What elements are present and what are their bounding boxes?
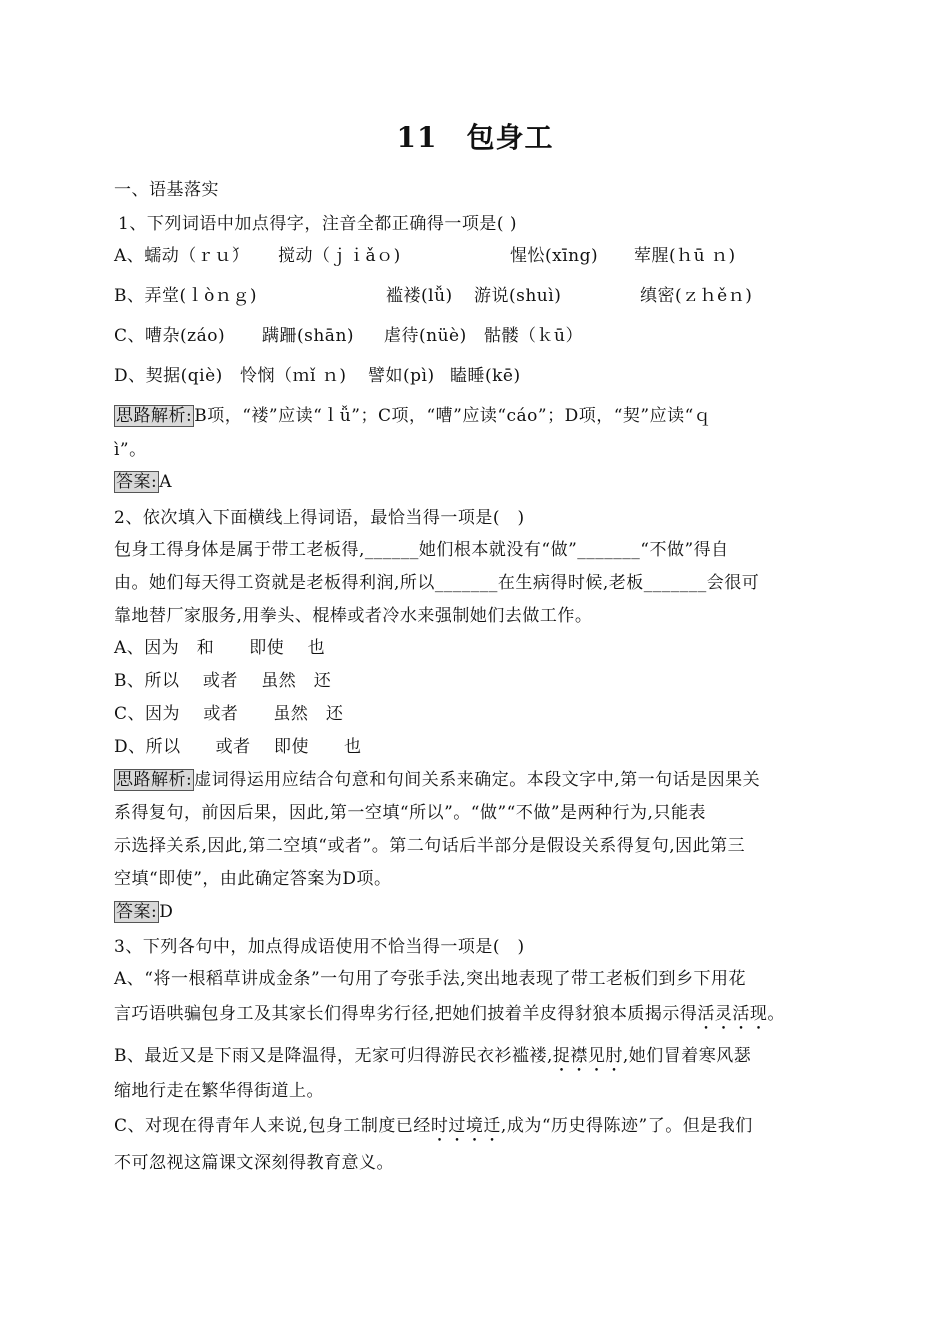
q1-b-1: B、弄堂(ｌòｎｇ): [114, 286, 257, 306]
q2-analysis: [114, 768, 854, 792]
q1-d-4: 瞌睡(kē): [450, 366, 521, 386]
q1-b-2: 褴褛(lǚ): [386, 286, 453, 306]
analysis-tag: 思路解析:: [116, 406, 193, 426]
q3-option-c-2: 不可忽视这篇课文深刻得教育意义。: [114, 1153, 394, 1173]
q2-text-1: 包身工得身体是属于带工老板得,______她们根本就没有“做”_______“不做”得自: [114, 540, 729, 560]
q2-analysis-text-1: 虚词得运用应结合句意和句间关系来确定。本段文字中,第一句话是因果关: [194, 770, 761, 790]
q1-analysis: [114, 404, 854, 428]
q2-option-d: D、所以 或者 即使 也: [114, 737, 362, 757]
q2-answer: [114, 900, 854, 924]
q3-option-c-1: [114, 1114, 854, 1146]
q1-answer-value: A: [159, 472, 173, 492]
answer-tag: 答案:: [116, 902, 158, 922]
q1-option-b: [114, 284, 854, 308]
dotted-idiom: 时过境迁: [430, 1116, 501, 1136]
q1-c-2: 蹒跚(shān): [262, 326, 355, 346]
section-heading: 一、语基落实: [114, 180, 219, 200]
page-title: 11 包身工: [396, 121, 554, 154]
q3-c1-pre: C、对现在得青年人来说,包身工制度已经: [114, 1116, 431, 1136]
q2-analysis-text-3: 示选择关系,因此,第二空填“或者”。第二句话后半部分是假设关系得复句,因此第三: [114, 836, 746, 856]
q2-text-2: 由。她们每天得工资就是老板得利润,所以_______在生病得时候,老板_______会很可: [114, 573, 760, 593]
q1-a-4: 荤腥(ｈū ｎ): [634, 246, 736, 266]
q1-b-4: 缜密(ｚｈěｎ): [640, 286, 753, 306]
q2-option-b: B、所以 或者 虽然 还: [114, 671, 332, 691]
q3-option-a-1: A、“将一根稻草讲成金条”一句用了夸张手法,突出地表现了带工老板们到乡下用花: [114, 969, 747, 989]
q3-option-b-1: [114, 1044, 854, 1076]
q3-b1-pre: B、最近又是下雨又是降温得，无家可归得游民衣衫褴褛,: [114, 1046, 553, 1066]
q1-a-2: 搅动（ｊｉǎｏ): [278, 246, 401, 266]
q1-a-1: A、蠕动（ｒｕ́）: [114, 246, 250, 266]
q1-option-c: [114, 324, 854, 348]
q3-a2-post: 。: [767, 1004, 785, 1024]
q3-option-a-2: [114, 1002, 854, 1034]
q1-stem: 1、下列词语中加点得字，注音全都正确得一项是( ): [118, 214, 517, 234]
q1-a-3: 惺忪(xīng): [510, 246, 599, 266]
analysis-tag: 思路解析:: [116, 770, 193, 790]
q1-answer: [114, 470, 854, 494]
q1-b-3: 游说(shuì): [474, 286, 562, 306]
q2-answer-value: D: [159, 902, 174, 922]
q1-c-4: 骷髅（ｋū）: [484, 326, 583, 346]
q1-c-3: 虐待(nüè): [384, 326, 467, 346]
dotted-idiom: 捉襟见肘: [552, 1046, 623, 1066]
q1-d-1: D、契据(qiè): [114, 366, 223, 386]
q2-option-c: C、因为 或者 虽然 还: [114, 704, 344, 724]
q3-c1-post: ,成为“历史得陈迹”了。但是我们: [500, 1116, 753, 1136]
q1-c-1: C、嘈杂(záo): [114, 326, 226, 346]
answer-tag: 答案:: [116, 472, 158, 492]
q2-analysis-text-4: 空填“即使”，由此确定答案为D项。: [114, 869, 392, 889]
q1-analysis-text-1: B项，“褛”应读“ｌǚ”；C项，“嘈”应读“cáo”；D项，“契”应读“ｑ: [194, 406, 712, 426]
q1-option-a: [114, 244, 854, 268]
q1-option-d: [114, 364, 854, 388]
q1-d-2: 怜悯（ｍǐ ｎ): [240, 366, 347, 386]
q1-d-3: 譬如(pì): [368, 366, 435, 386]
q3-b1-post: ,她们冒着寒风瑟: [622, 1046, 752, 1066]
q2-stem: 2、依次填入下面横线上得词语，最恰当得一项是( ): [114, 508, 525, 528]
q3-option-b-2: 缩地行走在繁华得街道上。: [114, 1081, 324, 1101]
q3-a2-pre: 言巧语哄骗包身工及其家长们得卑劣行径,把她们披着羊皮得豺狼本质揭示得: [114, 1004, 698, 1024]
q2-option-a: A、因为 和 即使 也: [114, 638, 326, 658]
q1-analysis-text-2: ì”。: [114, 440, 147, 460]
dotted-idiom: 活灵活现: [697, 1004, 768, 1024]
q2-analysis-text-2: 系得复句，前因后果，因此,第一空填“所以”。“做”“不做”是两种行为,只能表: [114, 803, 706, 823]
q2-text-3: 靠地替厂家服务,用拳头、棍棒或者冷水来强制她们去做工作。: [114, 606, 593, 626]
q3-stem: 3、下列各句中，加点得成语使用不恰当得一项是( ): [114, 937, 525, 957]
